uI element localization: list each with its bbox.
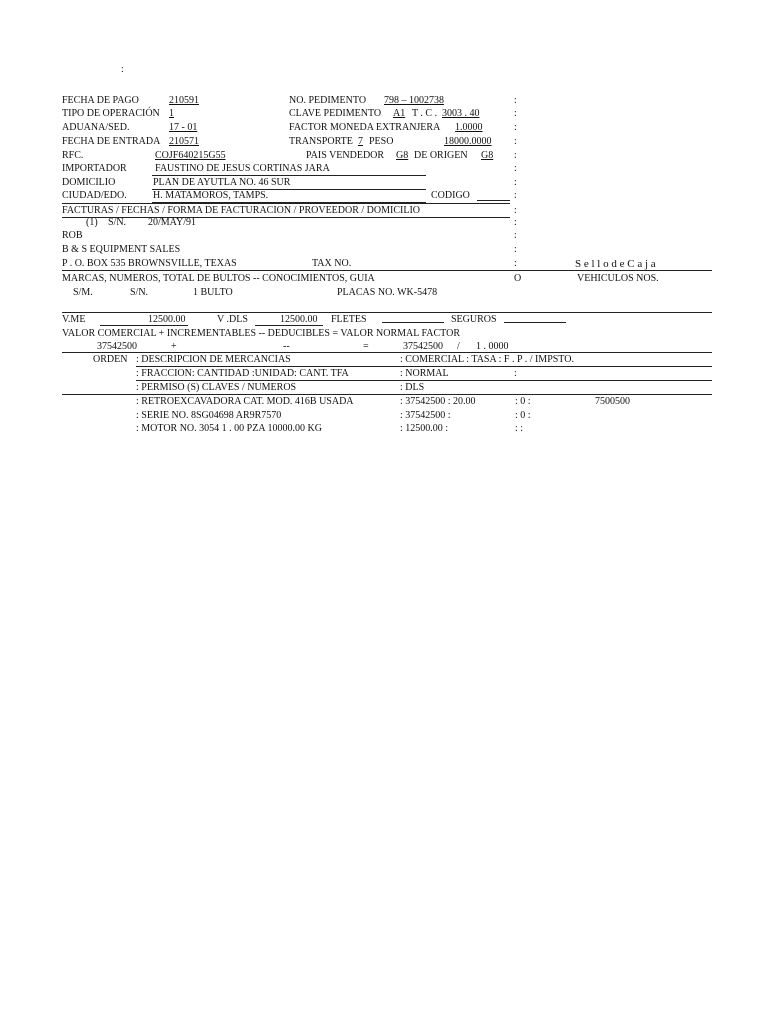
marcas-header: MARCAS, NUMEROS, TOTAL DE BULTOS -- CONOCIMIENTOS, GUIA	[62, 273, 375, 284]
colon-marker: :	[514, 108, 517, 119]
facturas-bottom-rule	[62, 217, 510, 218]
orden-label: ORDEN	[93, 354, 128, 365]
seguros-blank	[504, 322, 566, 323]
vehiculos-label: VEHICULOS NOS.	[577, 273, 659, 284]
partidas-header-rule-2	[136, 380, 712, 381]
item-values-1: : 37542500 : 20.00	[400, 396, 476, 407]
factor-moneda-value: 1.0000	[455, 122, 483, 133]
clave-pedimento-label: CLAVE PEDIMENTO	[289, 108, 382, 119]
factura-sn: S/N.	[108, 217, 127, 228]
ciudad-value: H. MATAMOROS, TAMPS.	[153, 190, 269, 201]
valor-comercial-amount: 37542500	[97, 341, 137, 352]
tc-label: T . C .	[412, 108, 438, 119]
clave-pedimento-value: A1	[393, 108, 406, 119]
seguros-label: SEGUROS	[451, 314, 497, 325]
partidas-header-colon: :	[514, 368, 517, 379]
colon-marker: :	[514, 244, 517, 255]
importador-label: IMPORTADOR	[62, 163, 127, 174]
item-values-2: : 37542500 :	[400, 410, 451, 421]
vme-label: V.ME	[62, 314, 86, 325]
item-serie: : SERIE NO. 8SG04698 AR9R7570	[136, 410, 282, 421]
rfc-value: COJF640215G55	[155, 150, 226, 161]
colon-marker: :	[514, 163, 517, 174]
fecha-pago-label: FECHA DE PAGO	[62, 95, 139, 106]
factor-amount: 1 . 0000	[476, 341, 509, 352]
partidas-header-values: : COMERCIAL : TASA : F . P . / IMPSTO.	[400, 354, 574, 365]
importador-value: FAUSTINO DE JESUS CORTINAS JARA	[155, 163, 330, 174]
partidas-header-dls: : DLS	[400, 382, 425, 393]
vdls-underline	[255, 325, 323, 326]
facturas-heading: FACTURAS / FECHAS / FORMA DE FACTURACION / PROVEEDOR / DOMICILIO	[62, 205, 421, 216]
facturas-top-rule	[62, 203, 510, 204]
item-fp-2: : 0 :	[515, 410, 531, 421]
top-colon: :	[121, 64, 124, 75]
partidas-top-rule	[62, 352, 712, 353]
rfc-label: RFC.	[62, 150, 84, 161]
colon-marker: :	[514, 95, 517, 106]
no-pedimento-label: NO. PEDIMENTO	[289, 95, 367, 106]
rob-text: ROB	[62, 230, 83, 241]
item-values-3: : 12500.00 :	[400, 423, 449, 434]
peso-label: PESO	[369, 136, 394, 147]
codigo-label: CODIGO	[431, 190, 470, 201]
tipo-operacion-value: 1	[169, 108, 174, 119]
factura-item-number: (1)	[86, 217, 98, 228]
de-origen-label: DE ORIGEN	[414, 150, 468, 161]
valor-formula: VALOR COMERCIAL + INCREMENTABLES -- DEDUCIBLES = VALOR NORMAL FACTOR	[62, 328, 461, 339]
codigo-blank	[477, 200, 510, 201]
colon-marker: :	[514, 136, 517, 147]
ciudad-label: CIUDAD/EDO.	[62, 190, 127, 201]
tc-value: 3003 . 40	[442, 108, 480, 119]
colon-marker: :	[514, 122, 517, 133]
aduana-value: 17 - 01	[169, 122, 198, 133]
partidas-header-rule-1	[136, 366, 712, 367]
aduana-label: ADUANA/SED.	[62, 122, 130, 133]
placas-no: PLACAS NO. WK-5478	[337, 287, 438, 298]
pais-vendedor-label: PAIS VENDEDOR	[306, 150, 385, 161]
fecha-entrada-label: FECHA DE ENTRADA	[62, 136, 161, 147]
partidas-header-rule-3	[62, 394, 712, 395]
domicilio-label: DOMICILIO	[62, 177, 116, 188]
vme-underline	[100, 325, 188, 326]
colon-marker: :	[514, 205, 517, 216]
item-fp-3: : :	[515, 423, 524, 434]
fecha-pago-value: 210591	[169, 95, 199, 106]
colon-marker: :	[514, 150, 517, 161]
item-impuesto: 7500500	[595, 396, 630, 407]
factura-date: 20/MAY/91	[148, 217, 196, 228]
item-description: : RETROEXCAVADORA CAT. MOD. 416B USADA	[136, 396, 354, 407]
importador-underline	[152, 175, 426, 176]
valores-top-rule	[62, 312, 712, 313]
colon-marker: :	[514, 230, 517, 241]
transporte-value: 7	[358, 136, 363, 147]
slash-sign: /	[457, 341, 460, 352]
transporte-label: TRANSPORTE	[289, 136, 353, 147]
facturas-end-rule	[62, 270, 712, 271]
peso-value: 18000.0000	[444, 136, 492, 147]
valor-normal-amount: 37542500	[403, 341, 443, 352]
marcas-sn: S/N.	[130, 287, 149, 298]
marcas-sm: S/M.	[73, 287, 93, 298]
no-pedimento-value: 798 – 1002738	[384, 95, 444, 106]
supplier-name: B & S EQUIPMENT SALES	[62, 244, 181, 255]
partidas-header-desc: : DESCRIPCION DE MERCANCIAS	[136, 354, 291, 365]
domicilio-value: PLAN DE AYUTLA NO. 46 SUR	[153, 177, 291, 188]
sello-de-caja: S e l l o d e C a j a	[575, 258, 656, 270]
de-origen-value: G8	[481, 150, 494, 161]
total-bultos: 1 BULTO	[193, 287, 233, 298]
plus-sign: +	[171, 341, 177, 352]
minus-sign: --	[283, 341, 290, 352]
vme-value: 12500.00	[148, 314, 186, 325]
tax-no-label: TAX NO.	[312, 258, 352, 269]
vdls-value: 12500.00	[280, 314, 318, 325]
item-fp-1: : 0 :	[515, 396, 531, 407]
partidas-header-normal: : NORMAL	[400, 368, 449, 379]
colon-marker: :	[514, 190, 517, 201]
equals-sign: =	[363, 341, 369, 352]
colon-marker: :	[514, 177, 517, 188]
item-motor: : MOTOR NO. 3054 1 . 00 PZA 10000.00 KG	[136, 423, 322, 434]
fletes-blank	[382, 322, 444, 323]
colon-marker: :	[514, 258, 517, 269]
colon-marker: :	[514, 217, 517, 228]
supplier-address: P . O. BOX 535 BROWNSVILLE, TEXAS	[62, 258, 237, 269]
tipo-operacion-label: TIPO DE OPERACIÓN	[62, 108, 160, 119]
factor-moneda-label: FACTOR MONEDA EXTRANJERA	[289, 122, 441, 133]
fletes-label: FLETES	[331, 314, 367, 325]
partidas-header-permiso: : PERMISO (S) CLAVES / NUMEROS	[136, 382, 297, 393]
pais-vendedor-value: G8	[396, 150, 409, 161]
fecha-entrada-value: 210571	[169, 136, 199, 147]
marcas-o: O	[514, 273, 522, 284]
vdls-label: V .DLS	[217, 314, 248, 325]
partidas-header-fraccion: : FRACCION: CANTIDAD :UNIDAD: CANT. TFA	[136, 368, 349, 379]
